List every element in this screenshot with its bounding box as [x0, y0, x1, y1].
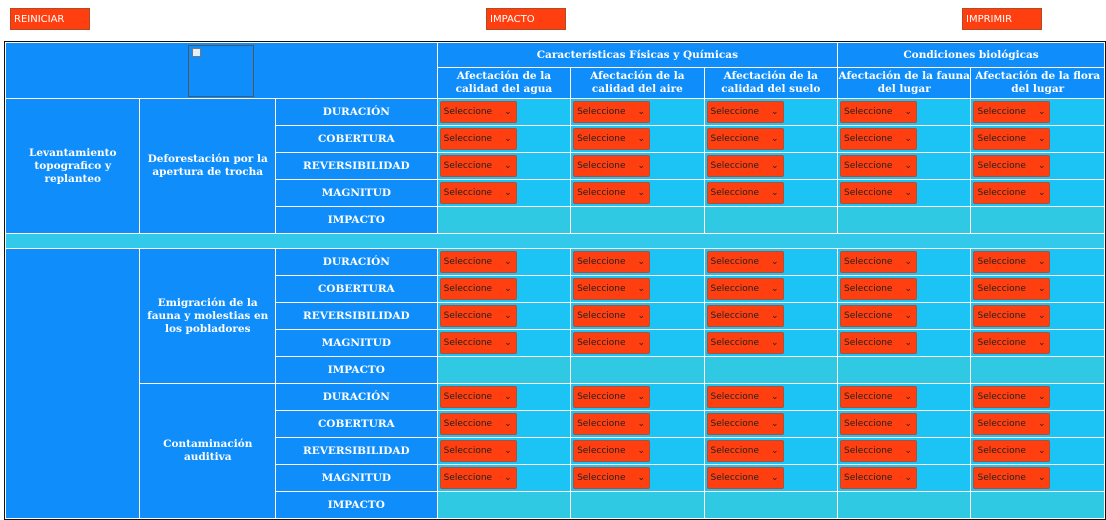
chevron-down-icon: ⌄	[637, 473, 646, 483]
chevron-down-icon: ⌄	[637, 134, 646, 144]
chevron-down-icon: ⌄	[904, 257, 913, 267]
chevron-down-icon: ⌄	[1037, 473, 1046, 483]
select-value: Seleccione	[844, 161, 893, 171]
chevron-down-icon: ⌄	[1037, 161, 1046, 171]
chevron-down-icon: ⌄	[504, 257, 512, 267]
select-value: Seleccione	[977, 419, 1026, 429]
rating-select[interactable]	[973, 182, 1050, 204]
rating-cell	[971, 180, 1104, 206]
rating-select[interactable]	[973, 278, 1050, 300]
rating-cell	[705, 330, 837, 356]
rating-select[interactable]	[840, 128, 917, 150]
select-value: Seleccione	[443, 311, 493, 321]
rating-select[interactable]	[440, 305, 517, 327]
rating-select[interactable]	[840, 440, 917, 462]
impact-result-cell	[438, 492, 570, 518]
select-value: Seleccione	[710, 134, 759, 144]
rating-cell	[438, 384, 570, 410]
col-header-aire: Afectación de la calidad del aire	[571, 68, 703, 98]
select-value: Seleccione	[443, 161, 493, 171]
impact-result-cell	[571, 207, 703, 233]
chevron-down-icon: ⌄	[771, 473, 779, 483]
select-value: Seleccione	[710, 257, 759, 267]
col-header-agua: Afectación de la calidad del agua	[438, 68, 570, 98]
impact-label: IMPACTO	[276, 207, 437, 233]
rating-select[interactable]	[973, 332, 1050, 354]
chevron-down-icon: ⌄	[1037, 446, 1046, 456]
rating-select[interactable]	[973, 440, 1050, 462]
rating-cell	[838, 303, 970, 329]
rating-cell	[838, 384, 970, 410]
rating-cell	[571, 276, 703, 302]
separator-cell	[6, 234, 1104, 248]
logo-cell	[6, 43, 437, 98]
rating-cell	[571, 303, 703, 329]
select-value: Seleccione	[977, 392, 1026, 402]
impact-matrix	[4, 41, 1106, 520]
rating-cell	[571, 180, 703, 206]
rating-cell	[438, 99, 570, 125]
rating-cell	[438, 411, 570, 437]
rating-cell	[705, 465, 837, 491]
rating-select[interactable]	[440, 278, 517, 300]
select-value: Seleccione	[977, 188, 1026, 198]
rating-cell	[705, 126, 837, 152]
rating-cell	[971, 438, 1104, 464]
broken-image-icon	[192, 48, 201, 57]
rating-cell	[438, 180, 570, 206]
chevron-down-icon: ⌄	[637, 392, 646, 402]
rating-cell	[705, 276, 837, 302]
rating-cell	[438, 126, 570, 152]
rating-cell	[971, 126, 1104, 152]
rating-select[interactable]	[573, 101, 650, 123]
chevron-down-icon: ⌄	[1037, 338, 1046, 348]
chevron-down-icon: ⌄	[771, 284, 779, 294]
rating-select[interactable]	[573, 440, 650, 462]
select-value: Seleccione	[443, 392, 493, 402]
col-header-flora: Afectación de la flora del lugar	[971, 68, 1104, 98]
rating-cell	[838, 411, 970, 437]
select-value: Seleccione	[577, 188, 626, 198]
select-value: Seleccione	[710, 284, 759, 294]
chevron-down-icon: ⌄	[904, 338, 913, 348]
select-value: Seleccione	[577, 446, 626, 456]
rating-select[interactable]	[573, 332, 650, 354]
rating-select[interactable]	[440, 182, 517, 204]
rating-select[interactable]	[707, 413, 784, 435]
impact-result-cell	[971, 207, 1104, 233]
rating-cell	[971, 384, 1104, 410]
chevron-down-icon: ⌄	[504, 392, 512, 402]
select-value: Seleccione	[443, 257, 493, 267]
impact-result-cell	[705, 207, 837, 233]
rating-select[interactable]	[440, 128, 517, 150]
chevron-down-icon: ⌄	[904, 446, 913, 456]
rating-cell	[971, 249, 1104, 275]
criterion-label: COBERTURA	[276, 126, 437, 152]
impact-result-cell	[705, 492, 837, 518]
rating-cell	[571, 126, 703, 152]
select-value: Seleccione	[710, 392, 759, 402]
chevron-down-icon: ⌄	[504, 284, 512, 294]
rating-select[interactable]	[573, 128, 650, 150]
chevron-down-icon: ⌄	[504, 338, 512, 348]
activity-name	[6, 249, 139, 518]
chevron-down-icon: ⌄	[504, 419, 512, 429]
rating-select[interactable]	[573, 278, 650, 300]
group-header-biological: Condiciones biológicas	[838, 43, 1104, 67]
select-value: Seleccione	[577, 473, 626, 483]
select-value: Seleccione	[844, 257, 893, 267]
chevron-down-icon: ⌄	[904, 161, 913, 171]
chevron-down-icon: ⌄	[904, 311, 913, 321]
matrix-table	[5, 42, 1105, 519]
rating-cell	[971, 465, 1104, 491]
rating-select[interactable]	[840, 332, 917, 354]
rating-cell	[571, 438, 703, 464]
rating-cell	[838, 126, 970, 152]
rating-select[interactable]	[973, 155, 1050, 177]
rating-select[interactable]	[573, 413, 650, 435]
select-value: Seleccione	[443, 188, 493, 198]
chevron-down-icon: ⌄	[1037, 419, 1046, 429]
rating-select[interactable]	[707, 278, 784, 300]
select-value: Seleccione	[844, 419, 893, 429]
rating-cell	[571, 465, 703, 491]
rating-select[interactable]	[440, 413, 517, 435]
chevron-down-icon: ⌄	[771, 134, 779, 144]
chevron-down-icon: ⌄	[637, 107, 646, 117]
chevron-down-icon: ⌄	[904, 284, 913, 294]
rating-select[interactable]	[973, 305, 1050, 327]
rating-cell	[838, 276, 970, 302]
rating-select[interactable]	[440, 386, 517, 408]
chevron-down-icon: ⌄	[504, 311, 512, 321]
select-value: Seleccione	[710, 311, 759, 321]
chevron-down-icon: ⌄	[771, 446, 779, 456]
impact-result-cell	[971, 357, 1104, 383]
select-value: Seleccione	[977, 446, 1026, 456]
rating-select[interactable]	[440, 440, 517, 462]
select-value: Seleccione	[443, 419, 493, 429]
rating-cell	[838, 465, 970, 491]
rating-select[interactable]	[840, 413, 917, 435]
chevron-down-icon: ⌄	[904, 473, 913, 483]
select-value: Seleccione	[844, 188, 893, 198]
rating-select[interactable]	[707, 128, 784, 150]
rating-select[interactable]	[573, 182, 650, 204]
impact-result-cell	[438, 207, 570, 233]
rating-cell	[838, 153, 970, 179]
rating-select[interactable]	[573, 467, 650, 489]
rating-cell	[705, 303, 837, 329]
criterion-label: MAGNITUD	[276, 330, 437, 356]
rating-select[interactable]	[707, 182, 784, 204]
chevron-down-icon: ⌄	[771, 311, 779, 321]
rating-cell	[705, 384, 837, 410]
select-value: Seleccione	[844, 311, 893, 321]
chevron-down-icon: ⌄	[504, 107, 512, 117]
select-value: Seleccione	[443, 473, 493, 483]
rating-select[interactable]	[707, 467, 784, 489]
rating-select[interactable]	[840, 101, 917, 123]
select-value: Seleccione	[577, 419, 626, 429]
impact-result-cell	[971, 492, 1104, 518]
select-value: Seleccione	[443, 284, 493, 294]
rating-select[interactable]	[573, 155, 650, 177]
rating-cell	[438, 465, 570, 491]
rating-cell	[571, 411, 703, 437]
rating-select[interactable]	[573, 386, 650, 408]
select-value: Seleccione	[844, 446, 893, 456]
rating-select[interactable]	[973, 251, 1050, 273]
rating-select[interactable]	[840, 278, 917, 300]
chevron-down-icon: ⌄	[904, 419, 913, 429]
rating-select[interactable]	[707, 101, 784, 123]
select-value: Seleccione	[844, 284, 893, 294]
rating-cell	[838, 330, 970, 356]
rating-cell	[705, 249, 837, 275]
select-value: Seleccione	[710, 419, 759, 429]
reiniciar-button[interactable]: REINICIAR	[10, 8, 90, 30]
rating-select[interactable]	[840, 155, 917, 177]
chevron-down-icon: ⌄	[904, 107, 913, 117]
impact-result-cell	[571, 357, 703, 383]
rating-cell	[838, 249, 970, 275]
chevron-down-icon: ⌄	[637, 311, 646, 321]
activity-name: Levantamiento topografico y replanteo	[6, 99, 139, 233]
col-header-suelo: Afectación de la calidad del suelo	[705, 68, 837, 98]
select-value: Seleccione	[977, 473, 1026, 483]
impact-name: Contaminación auditiva	[140, 384, 275, 518]
chevron-down-icon: ⌄	[771, 107, 779, 117]
chevron-down-icon: ⌄	[771, 338, 779, 348]
select-value: Seleccione	[577, 107, 626, 117]
chevron-down-icon: ⌄	[771, 392, 779, 402]
impact-name: Emigración de la fauna y molestias en los pobladores	[140, 249, 275, 383]
rating-cell	[705, 438, 837, 464]
chevron-down-icon: ⌄	[504, 446, 512, 456]
select-value: Seleccione	[844, 473, 893, 483]
rating-select[interactable]	[973, 386, 1050, 408]
rating-select[interactable]	[707, 155, 784, 177]
rating-cell	[705, 153, 837, 179]
rating-cell	[571, 153, 703, 179]
chevron-down-icon: ⌄	[771, 161, 779, 171]
rating-select[interactable]	[573, 251, 650, 273]
chevron-down-icon: ⌄	[1037, 257, 1046, 267]
select-value: Seleccione	[710, 338, 759, 348]
rating-cell	[838, 438, 970, 464]
rating-select[interactable]	[440, 251, 517, 273]
chevron-down-icon: ⌄	[504, 473, 512, 483]
select-value: Seleccione	[443, 107, 493, 117]
image-placeholder	[188, 45, 254, 97]
select-value: Seleccione	[710, 446, 759, 456]
criterion-label: REVERSIBILIDAD	[276, 303, 437, 329]
select-value: Seleccione	[577, 134, 626, 144]
chevron-down-icon: ⌄	[904, 134, 913, 144]
select-value: Seleccione	[844, 338, 893, 348]
impact-name: Deforestación por la apertura de trocha	[140, 99, 275, 233]
chevron-down-icon: ⌄	[637, 419, 646, 429]
chevron-down-icon: ⌄	[637, 257, 646, 267]
rating-cell	[971, 330, 1104, 356]
criterion-label: DURACIÓN	[276, 99, 437, 125]
select-value: Seleccione	[844, 392, 893, 402]
group-header-physical: Características Físicas y Químicas	[438, 43, 837, 67]
rating-cell	[438, 249, 570, 275]
rating-select[interactable]	[973, 128, 1050, 150]
rating-select[interactable]	[840, 386, 917, 408]
select-value: Seleccione	[710, 161, 759, 171]
rating-cell	[971, 303, 1104, 329]
rating-select[interactable]	[440, 332, 517, 354]
chevron-down-icon: ⌄	[904, 392, 913, 402]
rating-select[interactable]	[973, 467, 1050, 489]
select-value: Seleccione	[710, 188, 759, 198]
rating-cell	[971, 276, 1104, 302]
rating-select[interactable]	[840, 305, 917, 327]
criterion-label: MAGNITUD	[276, 465, 437, 491]
select-value: Seleccione	[844, 107, 893, 117]
rating-cell	[838, 99, 970, 125]
criterion-label: DURACIÓN	[276, 384, 437, 410]
rating-cell	[438, 303, 570, 329]
impact-label: IMPACTO	[276, 492, 437, 518]
rating-cell	[571, 330, 703, 356]
rating-cell	[438, 330, 570, 356]
impact-result-cell	[571, 492, 703, 518]
rating-cell	[971, 411, 1104, 437]
chevron-down-icon: ⌄	[904, 188, 913, 198]
rating-cell	[705, 411, 837, 437]
rating-select[interactable]	[707, 332, 784, 354]
chevron-down-icon: ⌄	[771, 419, 779, 429]
impact-label: IMPACTO	[276, 357, 437, 383]
chevron-down-icon: ⌄	[1037, 134, 1046, 144]
impact-result-cell	[838, 492, 970, 518]
select-value: Seleccione	[577, 161, 626, 171]
rating-cell	[705, 180, 837, 206]
impact-result-cell	[705, 357, 837, 383]
chevron-down-icon: ⌄	[637, 446, 646, 456]
rating-select[interactable]	[707, 305, 784, 327]
rating-select[interactable]	[707, 251, 784, 273]
select-value: Seleccione	[443, 446, 493, 456]
chevron-down-icon: ⌄	[1037, 311, 1046, 321]
chevron-down-icon: ⌄	[504, 134, 512, 144]
select-value: Seleccione	[977, 134, 1026, 144]
rating-cell	[705, 99, 837, 125]
rating-cell	[838, 180, 970, 206]
select-value: Seleccione	[977, 161, 1026, 171]
rating-select[interactable]	[707, 386, 784, 408]
rating-cell	[571, 384, 703, 410]
impact-result-cell	[838, 357, 970, 383]
criterion-label: REVERSIBILIDAD	[276, 438, 437, 464]
impacto-button[interactable]: IMPACTO	[486, 8, 566, 30]
criterion-label: MAGNITUD	[276, 180, 437, 206]
rating-select[interactable]	[840, 251, 917, 273]
select-value: Seleccione	[977, 311, 1026, 321]
select-value: Seleccione	[977, 284, 1026, 294]
impact-result-cell	[438, 357, 570, 383]
chevron-down-icon: ⌄	[1037, 107, 1046, 117]
select-value: Seleccione	[577, 311, 626, 321]
chevron-down-icon: ⌄	[637, 338, 646, 348]
chevron-down-icon: ⌄	[1037, 392, 1046, 402]
chevron-down-icon: ⌄	[637, 284, 646, 294]
chevron-down-icon: ⌄	[504, 161, 512, 171]
rating-select[interactable]	[973, 101, 1050, 123]
rating-select[interactable]	[440, 467, 517, 489]
imprimir-button[interactable]: IMPRIMIR	[962, 8, 1042, 30]
criterion-label: REVERSIBILIDAD	[276, 153, 437, 179]
chevron-down-icon: ⌄	[504, 188, 512, 198]
rating-select[interactable]	[440, 155, 517, 177]
col-header-fauna: Afectación de la fauna del lugar	[838, 68, 970, 98]
select-value: Seleccione	[977, 257, 1026, 267]
select-value: Seleccione	[577, 338, 626, 348]
rating-select[interactable]	[440, 101, 517, 123]
select-value: Seleccione	[577, 257, 626, 267]
rating-cell	[438, 153, 570, 179]
separator-row	[6, 234, 1104, 248]
select-value: Seleccione	[577, 284, 626, 294]
rating-cell	[438, 438, 570, 464]
rating-select[interactable]	[973, 413, 1050, 435]
rating-cell	[438, 276, 570, 302]
select-value: Seleccione	[977, 107, 1026, 117]
select-value: Seleccione	[443, 134, 493, 144]
rating-select[interactable]	[840, 467, 917, 489]
rating-cell	[571, 249, 703, 275]
rating-select[interactable]	[707, 440, 784, 462]
select-value: Seleccione	[577, 392, 626, 402]
rating-select[interactable]	[573, 305, 650, 327]
select-value: Seleccione	[977, 338, 1026, 348]
select-value: Seleccione	[844, 134, 893, 144]
rating-cell	[971, 153, 1104, 179]
select-value: Seleccione	[710, 473, 759, 483]
rating-cell	[971, 99, 1104, 125]
criterion-label: DURACIÓN	[276, 249, 437, 275]
chevron-down-icon: ⌄	[771, 257, 779, 267]
chevron-down-icon: ⌄	[637, 188, 646, 198]
rating-cell	[571, 99, 703, 125]
criterion-label: COBERTURA	[276, 411, 437, 437]
select-value: Seleccione	[710, 107, 759, 117]
rating-select[interactable]	[840, 182, 917, 204]
criterion-label: COBERTURA	[276, 276, 437, 302]
chevron-down-icon: ⌄	[771, 188, 779, 198]
chevron-down-icon: ⌄	[1037, 284, 1046, 294]
chevron-down-icon: ⌄	[1037, 188, 1046, 198]
select-value: Seleccione	[443, 338, 493, 348]
chevron-down-icon: ⌄	[637, 161, 646, 171]
impact-result-cell	[838, 207, 970, 233]
